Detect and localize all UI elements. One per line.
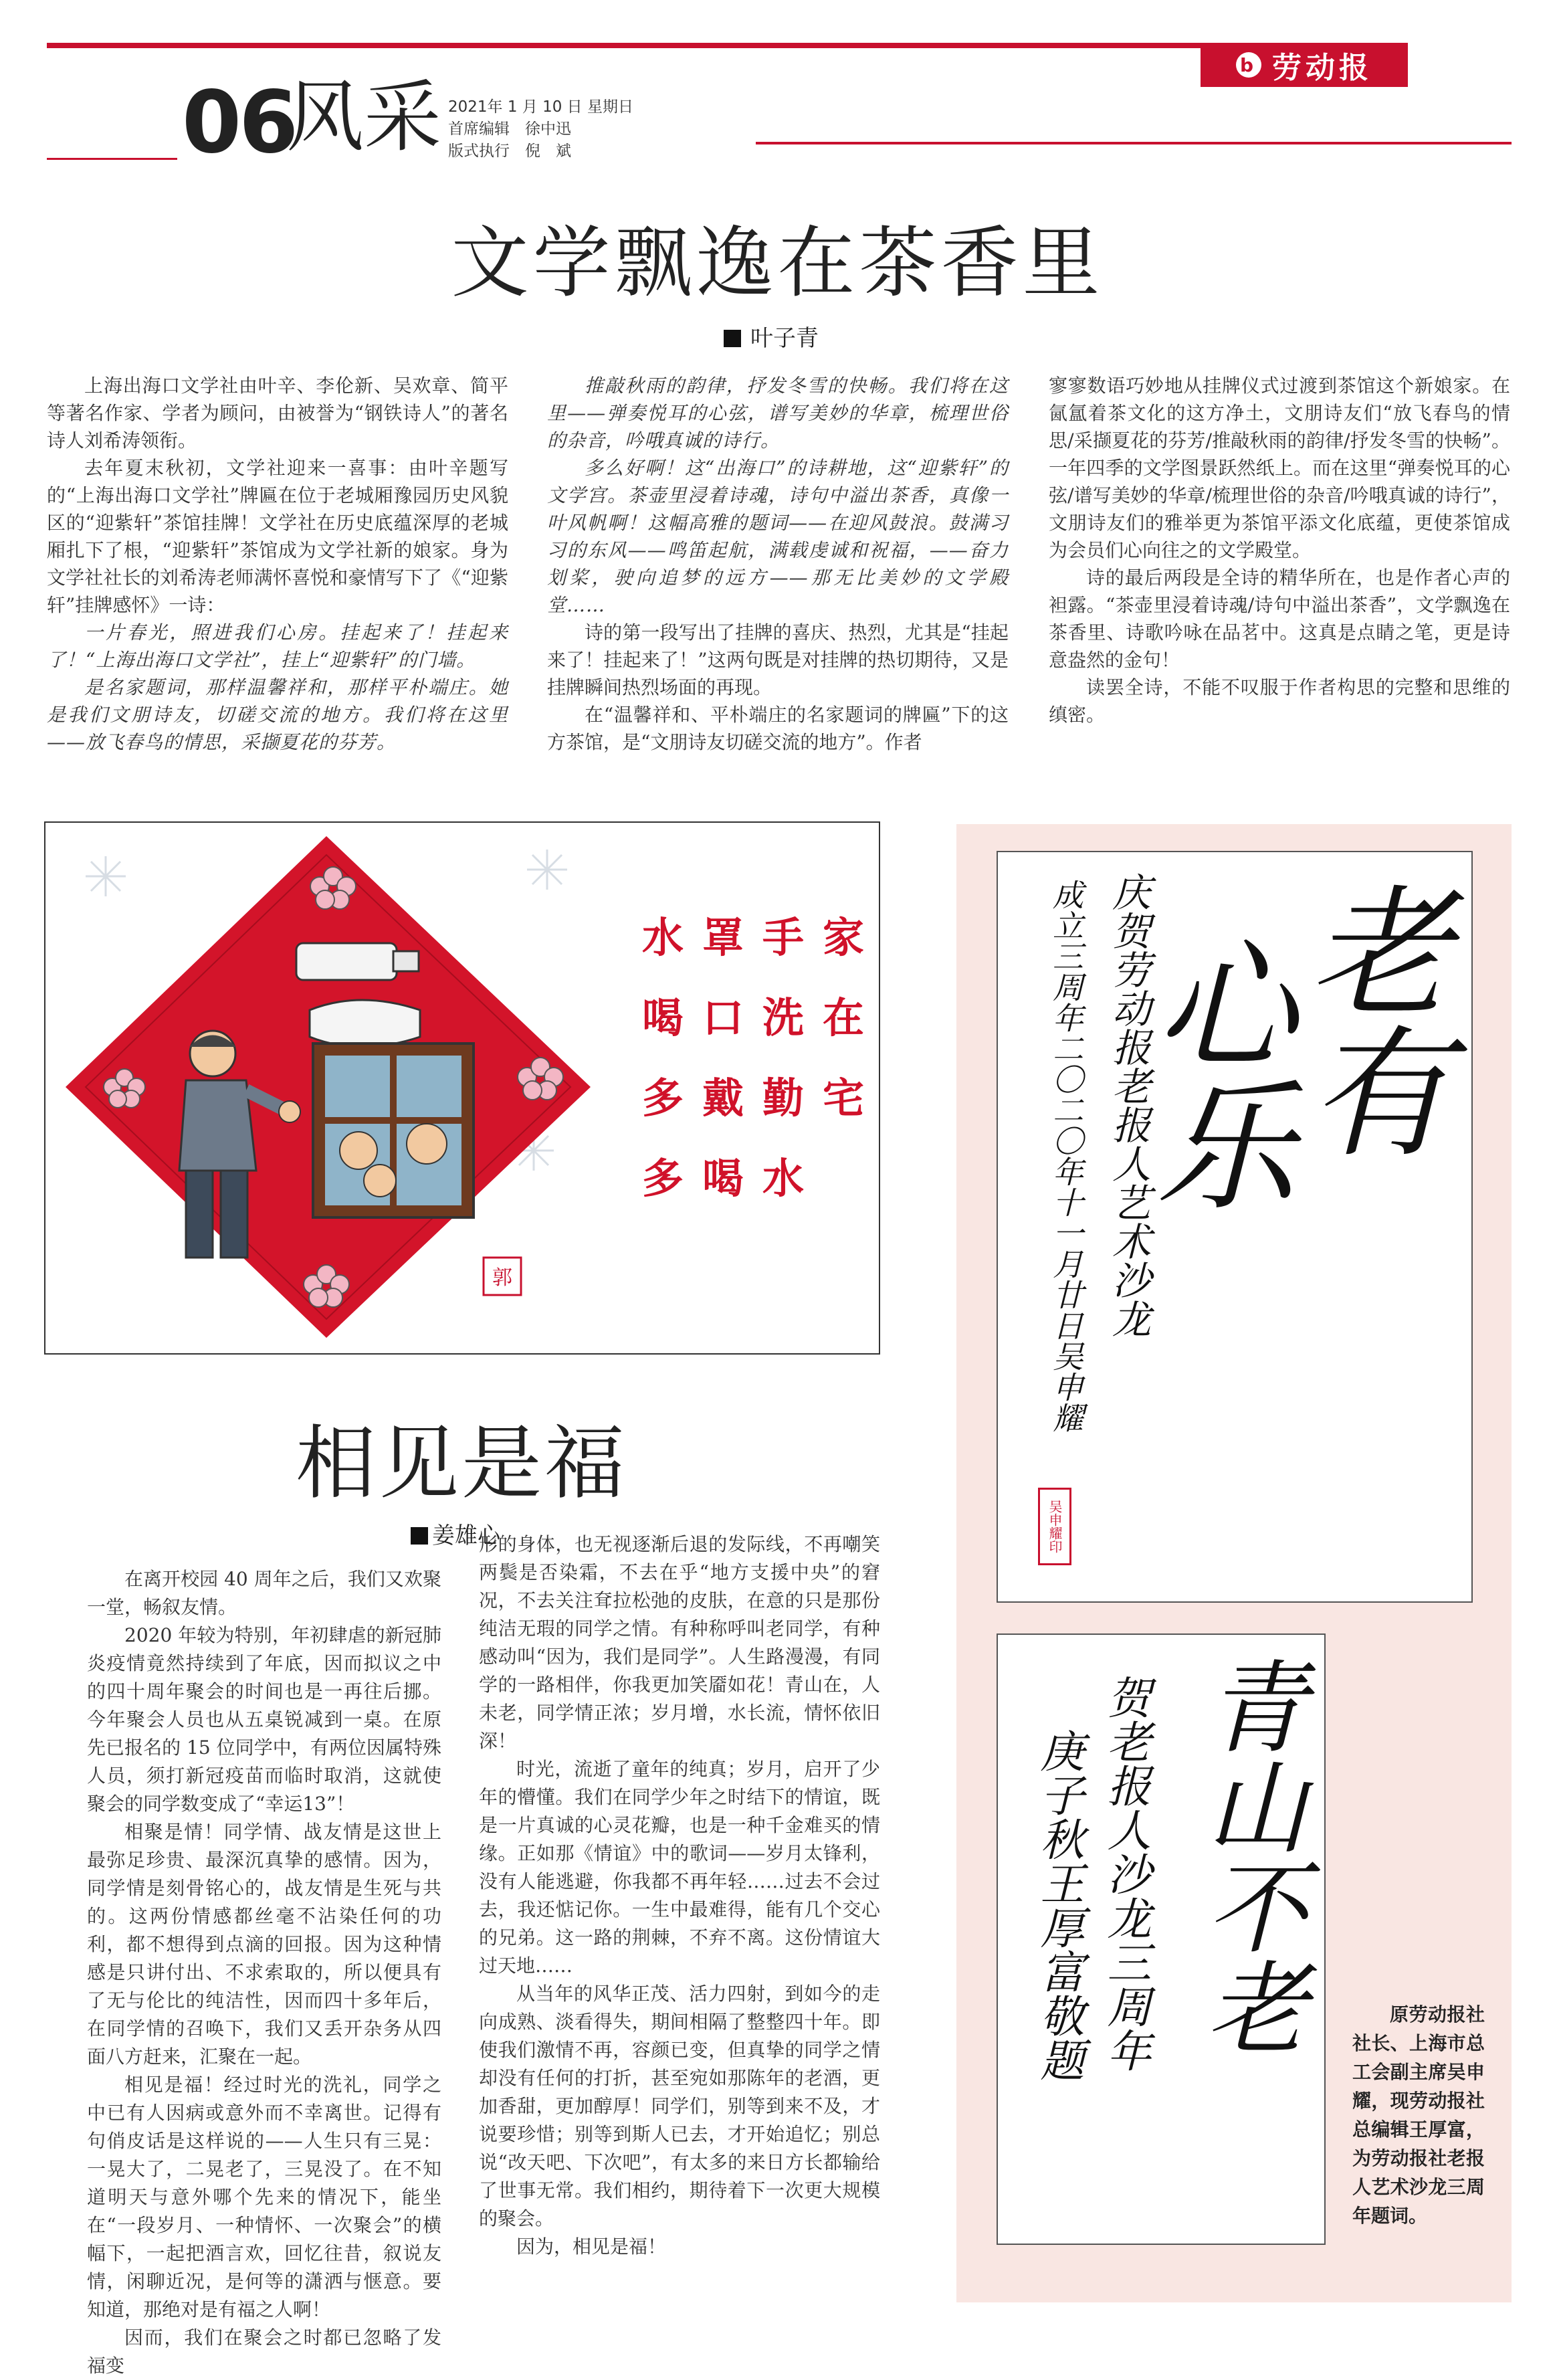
photo-caption [1352, 2000, 1485, 2230]
paragraph: 相聚是情！同学情、战友情是这世上最弥足珍贵、最深沉真挚的感情。因为，同学情是刻骨铭心的，战友情是生死与共的。这两份情感都丝毫不沾染任何的功利，都不想得到点滴的回报。因为这种情感是只讲付出、不求索取的，所以便具有了无与伦比的纯洁性，因而四十多年后，在同学情的召唤下，我们又丢开杂务从四面八方赶来，汇聚在一起。 [87, 1821, 441, 2068]
paragraph: 上海出海口文学社由叶辛、李伦新、吴欢章、简平等著名作家、学者为顾问，由被誉为“钢铁诗人”的著名诗人刘希涛领衔。 [47, 375, 508, 452]
paragraph: 时光，流逝了童年的纯真；岁月，启开了少年的懵懂。我们在同学少年之时结下的情谊，既是一片真诚的心灵花瓣，也是一种千金难买的情缘。正如那《情谊》中的歌词——岁月太锋利，没有人能逃避，你我都不再年轻……过去不会过去，我还惦记你。一生中最难得，能有几个交心的兄弟。这一路的荆棘，不弃不离。这份情谊大过天地…… [479, 1758, 880, 1977]
issue-date: 2021年 1 月 10 日 星期日 [448, 98, 633, 116]
paragraph: 去年夏末秋初，文学社迎来一喜事：由叶辛题写的“上海出海口文学社”牌匾在位于老城厢豫园历史风貌区的“迎紫轩”茶馆挂牌！文学社在历史底蕴深厚的老城厢扎下了根，“迎紫轩”茶馆成为文学社新的娘家。身为文学社社长的刘希涛老师满怀喜悦和豪情写下了《“迎紫轩”挂牌感怀》一诗： [47, 457, 508, 616]
sanitizer-bottle [296, 943, 397, 980]
issue-meta [448, 96, 633, 163]
paragraph: 寥寥数语巧妙地从挂牌仪式过渡到茶馆这个新娘家。在氤氲着茶文化的这方净土，文朋诗友们“放飞春鸟的情思/采撷夏花的芬芳/推敲秋雨的韵律/抒发冬雪的快畅”。一年四季的文学图景跃然纸上。而在这里“弹奏悦耳的心弦/谱写美妙的华章/梳理世俗的杂音/吟哦真诚的诗行”，文朋诗友们的雅举更为茶馆平添文化底蕴，更使茶馆成为会员们心向往之的文学殿堂。 [1049, 375, 1510, 561]
calligraphy-inscription-1: 贺老报人沙龙三周年 [1100, 1675, 1151, 2072]
header-red-rule [756, 142, 1512, 144]
washing-hands [279, 1101, 300, 1122]
poem-stanza: 是名家题词，那样温馨祥和，那样平朴端庄。她是我们文朋诗友，切磋交流的地方。我们将在这里——放飞春鸟的情思，采撷夏花的芬芳。 [47, 676, 508, 753]
calligraphy-inscription-2: 庚子秋王厚富敬题 [1033, 1728, 1084, 2082]
byline-square-icon [411, 1527, 428, 1545]
newspaper-masthead [1201, 43, 1408, 87]
poem-stanza: 推敲秋雨的韵律，抒发冬雪的快畅。我们将在这里——弹奏悦耳的心弦，谱写美妙的华章，梳理世俗的杂音，吟哦真诚的诗行。 [547, 375, 1009, 452]
paragraph: 诗的第一段写出了挂牌的喜庆、热烈，尤其是“挂起来了！挂起来了！”这两句既是对挂牌的热切期待，又是挂牌瞬间热烈场面的再现。 [547, 621, 1009, 698]
paragraph: 相见是福！经过时光的洗礼，同学之中已有人因病或意外而不幸离世。记得有句俏皮话是这样说的——人生只有三晃：一晃大了，二晃老了，三晃没了。在不知道明天与意外哪个先来的情况下，能坐在“一段岁月、一种情怀、一次聚会”的横幅下，一起把酒言欢，回忆往昔，叙说友情，闲聊近况，是何等的潇洒与惬意。要知道，那绝对是有福之人啊！ [87, 2074, 441, 2320]
article2-column-2 [479, 1530, 880, 2261]
header-left-rule [47, 158, 177, 160]
section-name: 风采 [286, 72, 441, 163]
header-top-rule [47, 43, 1204, 48]
calligraphy-main-left: 心乐 [1132, 932, 1296, 1213]
paragraph: 在离开校园 40 周年之后，我们又欢聚一堂，畅叙友情。 [87, 1568, 441, 1618]
calligraphy-main-right: 老有 [1286, 879, 1450, 1160]
face-mask [310, 1000, 420, 1047]
paragraph: 在“温馨祥和、平朴端庄的名家题词的牌匾”下的这方茶馆，是“文朋诗友切磋交流的地方”。作者 [547, 704, 1009, 753]
paragraph: 因为，相见是福！ [516, 2236, 667, 2258]
article-byline [724, 320, 819, 353]
brand-name: 劳动报 [1272, 51, 1372, 85]
article-column-3 [1049, 372, 1510, 728]
article-title: 文学飘逸在茶香里 [451, 218, 1104, 308]
brand-logo-icon: b [1236, 52, 1261, 78]
slogan-row: 多喝水 [642, 1154, 823, 1203]
paragraph: 读罢全诗，不能不叹服于作者构思的完整和思维的缜密。 [1049, 676, 1510, 726]
calligraphy-scroll-2 [997, 1633, 1326, 2245]
paragraph: 从当年的风华正茂、活力四射，到如今的走向成熟、淡看得失，期间相隔了整整四十年。即使我们激情不再，容颜已变，但真挚的同学之情却没有任何的打折，甚至宛如那陈年的老酒，更加香甜，更加醇厚！同学们，别等到来不及，才说要珍惜；别等到斯人已去，才开始追忆；别总说“改天吧、下次吧”，有太多的来日方长都输给了世事无常。我们相约，期待着下一次更大规模的聚会。 [479, 1983, 880, 2229]
slogan-row: 多戴勤宅 [642, 1074, 884, 1122]
article2-title: 相见是福 [296, 1417, 627, 1510]
calligraphy-inscription-2: 成立三周年二〇二〇年十一月廿日吴申耀 [1048, 879, 1084, 1433]
layout-editor: 版式执行 倪 斌 [448, 142, 571, 160]
page-number: 06 [182, 73, 296, 173]
calligraphy-inscription-1: 庆贺劳动报老报人艺术沙龙 [1106, 872, 1151, 1338]
chief-editor: 首席编辑 徐中迅 [448, 120, 571, 138]
paragraph: 2020 年较为特别，年初肆虐的新冠肺炎疫情竟然持续到了年底，因而拟议之中的四十周年聚会的时间也是一再往后挪。今年聚会人员也从五桌锐减到一桌。在原先已报名的 15 位同学中，有两位因属特殊人员，须打新冠疫苗而临时取消，这就使聚会的同学数变成了“幸运13”！ [87, 1624, 441, 1815]
slogan-row: 水罩手家 [642, 913, 884, 962]
caption-text: 原劳动报社社长、上海市总工会副主席吴申耀，现劳动报社总编辑王厚富，为劳动报社老报人艺术沙龙三周年题词。 [1352, 2003, 1485, 2227]
paragraph: 形的身体，也无视逐渐后退的发际线，不再嘲笑两鬓是否染霜，不去在乎“地方支援中央”的窘况，不去关注耷拉松弛的皮肤，在意的只是那份纯洁无瑕的同学之情。有种称呼叫老同学，有种感动叫“因为，我们是同学”。人生路漫漫，有同学的一路相伴，你我更加笑靥如花！青山在，人未老，同学情正浓；岁月增，水长流，情怀依旧深！ [479, 1533, 880, 1752]
poem-stanza: 一片春光，照进我们心房。挂起来了！挂起来了！“上海出海口文学社”，挂上“迎紫轩”的门墙。 [47, 621, 508, 671]
calligraphy-main: 青山不老 [1189, 1655, 1306, 2056]
child [364, 1165, 396, 1197]
cartoon-slogan [642, 898, 883, 1219]
family-member [340, 1132, 377, 1169]
paragraph: 因而，我们在聚会之时都已忽略了发福变 [87, 2326, 441, 2377]
byline-square-icon [724, 330, 741, 347]
slogan-row: 喝口洗在 [642, 993, 884, 1042]
paragraph: 诗的最后两段是全诗的精华所在，也是作者心声的袒露。“茶壶里浸着诗魂/诗句中溢出茶香”，文学飘逸在茶香里、诗歌吟咏在品茗中。这真是点睛之笔，更是诗意盎然的金句！ [1049, 567, 1510, 671]
author-name: 姜雄心 [432, 1522, 500, 1549]
artist-seal-text: 郭 [492, 1266, 512, 1290]
author-name: 叶子青 [750, 325, 819, 352]
artist-seal: 吴申耀印 [1038, 1488, 1071, 1565]
article2-column-1 [87, 1565, 441, 2380]
article-column-2 [547, 372, 1009, 756]
poem-stanza: 多么好啊！这“出海口”的诗耕地，这“迎紫轩”的文学宫。茶壶里浸着诗魂，诗句中溢出茶香，真像一叶风帆啊！这幅高雅的题词——在迎风鼓浪。鼓满习习的东风——鸣笛起航，满载虔诚和祝福，——奋力划桨，驶向追梦的远方——那无比美妙的文学殿堂…… [547, 457, 1009, 616]
article-column-1 [47, 372, 508, 756]
family-member [407, 1124, 447, 1164]
calligraphy-scroll-1 [997, 851, 1473, 1603]
